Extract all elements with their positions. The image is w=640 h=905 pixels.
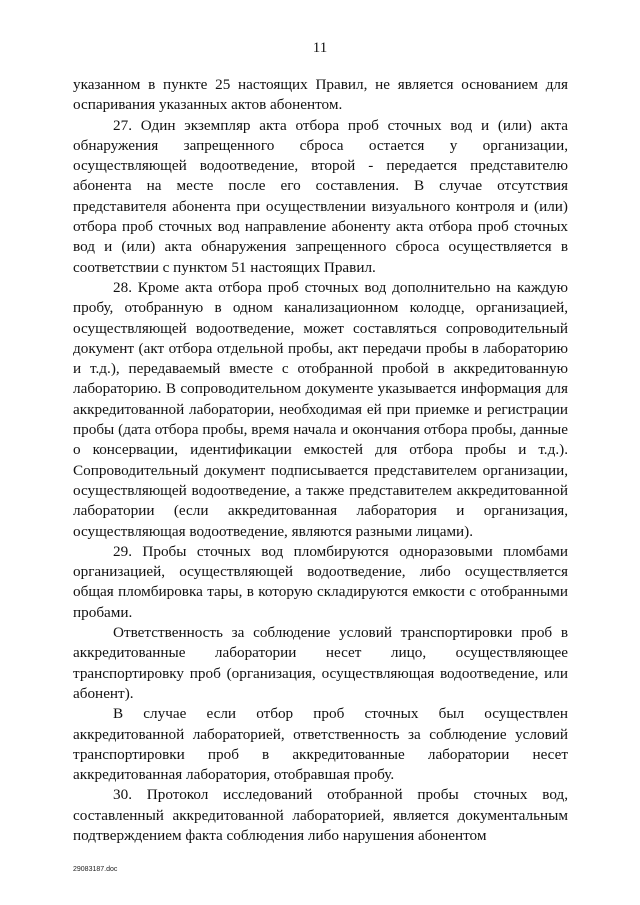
paragraph-27: 27. Один экземпляр акта отбора проб сточных вод и (или) акта обнаружения запрещенного сброса остается у организации, осуществляющей водоотведение, второй - передается представителю абонента на месте после его составления. В случае отсутствия представителя абонента при осуществлении визуального контроля и (или) отбора проб сточных вод направление абоненту акта отбора проб сточных вод и (или) акта обнаружения запрещенного сброса осуществляется в соответствии с пунктом 51 настоящих Правил. (73, 116, 568, 276)
footer-file-name: 29083187.doc (73, 866, 118, 873)
paragraph-30: 30. Протокол исследований отобранной пробы сточных вод, составленный аккредитованной лабораторией, является документальным подтверждением факта соблюдения либо нарушения абонентом (73, 786, 568, 844)
document-body (73, 75, 568, 846)
paragraph-continuation: указанном в пункте 25 настоящих Правил, не является основанием для оспаривания указанных актов абонентом. (73, 76, 568, 114)
paragraph-accredited-lab-case: В случае если отбор проб сточных был осуществлен аккредитованной лабораторией, ответственность за соблюдение условий транспортировки проб в аккредитованные лаборатории несет аккредитованная лаборатория, отобравшая пробу. (73, 705, 568, 784)
page-number: 11 (312, 40, 328, 56)
paragraph-28: 28. Кроме акта отбора проб сточных вод дополнительно на каждую пробу, отобранную в одном канализационном колодце, организацией, осуществляющей водоотведение, может составляться сопроводительный документ (акт отбора отдельной пробы, акт передачи пробы в лабораторию и т.д.), передаваемый вместе с отобранной пробой в аккредитованную лабораторию. В сопроводительном документе указывается информация для аккредитованной лаборатории, необходимая ей при приемке и регистрации пробы (дата отбора пробы, время начала и окончания отбора пробы, данные о консервации, идентификации емкостей для отбора пробы и т.д.). Сопроводительный документ подписывается представителем организации, осуществляющей водоотведение, а также представителем аккредитованной лаборатории (если аккредитованная лаборатория и организация, осуществляющая водоотведение, являются разными лицами). (73, 278, 568, 540)
paragraph-29: 29. Пробы сточных вод пломбируются одноразовыми пломбами организацией, осуществляющей водоотведение, либо осуществляется общая пломбировка тары, в которую складируются емкости с отобранными пробами. (73, 542, 568, 621)
paragraph-responsibility: Ответственность за соблюдение условий транспортировки проб в аккредитованные лаборатории несет лицо, осуществляющее транспортировку проб (организация, осуществляющая водоотведение, или абонент). (73, 624, 568, 702)
